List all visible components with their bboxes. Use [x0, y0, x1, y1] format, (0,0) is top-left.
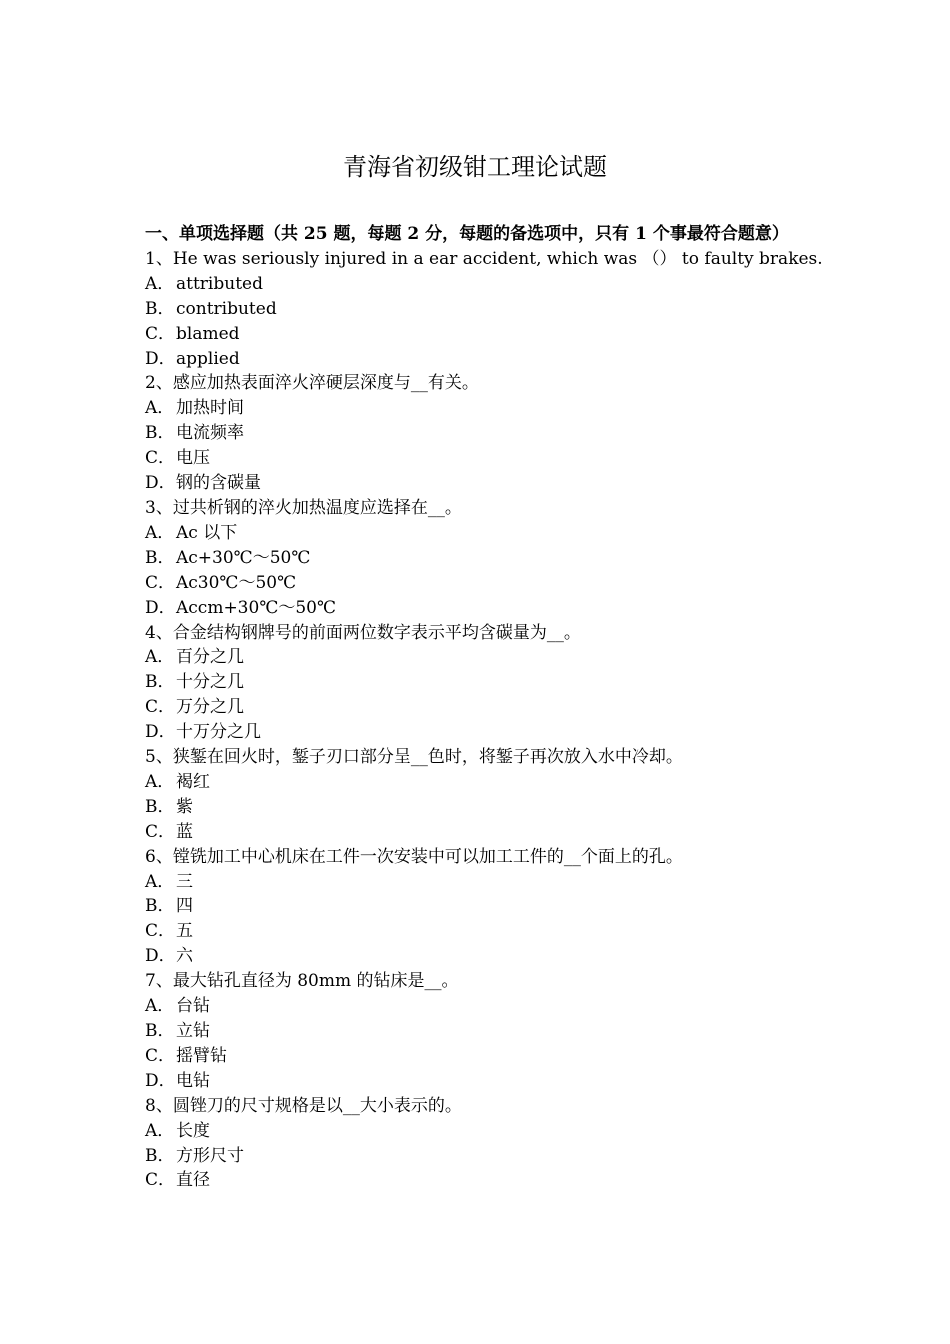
- option-text: 紫: [176, 796, 193, 817]
- answer-option: [145, 1044, 810, 1069]
- option-letter: A．: [145, 522, 175, 543]
- option-text: 直径: [176, 1170, 210, 1191]
- option-letter: A．: [145, 871, 175, 892]
- question-text: 1、He was seriously injured in a ear accident, which was （） to faulty brakes.: [145, 248, 823, 269]
- option-letter: A．: [145, 398, 175, 419]
- option-text: 百分之几: [176, 647, 244, 668]
- option-letter: D．: [145, 597, 176, 618]
- option-text: contributed: [176, 298, 277, 319]
- answer-option: [145, 546, 810, 571]
- option-text: 五: [176, 921, 193, 942]
- option-text: 摇臂钻: [176, 1045, 227, 1066]
- section-heading: 一、单项选择题（共 25 题，每题 2 分，每题的备选项中，只有 1 个事最符合题意）: [145, 224, 789, 244]
- document-body: [145, 222, 823, 1193]
- option-text: Ac+30℃～50℃: [176, 547, 311, 568]
- option-text: 万分之几: [176, 697, 244, 718]
- option-text: 钢的含碳量: [176, 473, 261, 494]
- answer-option: [145, 645, 810, 670]
- answer-option: [145, 894, 810, 919]
- option-text: 十万分之几: [176, 722, 261, 743]
- option-letter: A．: [145, 647, 175, 668]
- option-letter: D．: [145, 473, 176, 494]
- document-title: 青海省初级钳工理论试题: [343, 153, 607, 181]
- answer-option: [145, 396, 810, 421]
- answer-option: [145, 994, 810, 1019]
- answer-option: [145, 1168, 810, 1193]
- question-text: 8、圆锉刀的尺寸规格是以__大小表示的。: [145, 1095, 462, 1116]
- answer-option: [145, 521, 810, 546]
- option-text: 褐红: [176, 771, 210, 792]
- option-text: 六: [176, 946, 193, 967]
- question-text: 2、感应加热表面淬火淬硬层深度与__有关。: [145, 373, 479, 394]
- option-letter: B．: [145, 298, 175, 319]
- option-text: 电压: [176, 448, 210, 469]
- answer-option: [145, 1144, 810, 1169]
- option-letter: C．: [145, 323, 176, 344]
- option-letter: C．: [145, 448, 176, 469]
- option-text: 台钻: [176, 996, 210, 1017]
- option-text: 电流频率: [176, 423, 244, 444]
- option-letter: B．: [145, 672, 175, 693]
- option-text: 十分之几: [176, 672, 244, 693]
- answer-option: [145, 1069, 810, 1094]
- question-text: 4、合金结构钢牌号的前面两位数字表示平均含碳量为__。: [145, 622, 581, 643]
- option-text: 四: [176, 896, 193, 917]
- answer-option: [145, 944, 810, 969]
- option-text: attributed: [176, 273, 263, 294]
- option-letter: C．: [145, 1170, 176, 1191]
- answer-option: [145, 421, 810, 446]
- option-letter: A．: [145, 273, 175, 294]
- answer-option: [145, 770, 810, 795]
- option-letter: C．: [145, 572, 176, 593]
- option-letter: B．: [145, 1145, 175, 1166]
- answer-option: [145, 471, 810, 496]
- option-text: 立钻: [176, 1021, 210, 1041]
- question-text: 7、最大钻孔直径为 80mm 的钻床是__。: [145, 971, 459, 992]
- answer-option: [145, 695, 810, 720]
- option-letter: D．: [145, 1070, 176, 1091]
- option-letter: C．: [145, 921, 176, 942]
- option-text: Accm+30℃～50℃: [176, 597, 336, 618]
- option-letter: A．: [145, 771, 175, 792]
- answer-option: [145, 670, 810, 695]
- answer-option: [145, 795, 810, 820]
- answer-option: [145, 571, 810, 596]
- option-text: applied: [176, 348, 240, 369]
- answer-option: [145, 272, 810, 297]
- option-text: Ac 以下: [176, 522, 238, 543]
- option-letter: C．: [145, 821, 176, 842]
- option-letter: B．: [145, 796, 175, 817]
- answer-option: [145, 919, 810, 944]
- option-letter: A．: [145, 1120, 175, 1141]
- answer-option: [145, 446, 810, 471]
- option-letter: D．: [145, 722, 176, 743]
- answer-option: [145, 297, 810, 322]
- question-list: [145, 247, 823, 1193]
- option-letter: B．: [145, 896, 175, 917]
- option-letter: B．: [145, 547, 175, 568]
- option-letter: C．: [145, 697, 176, 718]
- answer-option: [145, 347, 810, 372]
- option-letter: B．: [145, 423, 175, 444]
- option-text: 蓝: [176, 821, 193, 842]
- option-text: 三: [176, 871, 193, 892]
- answer-option: [145, 870, 810, 895]
- option-text: 方形尺寸: [176, 1145, 244, 1166]
- option-letter: D．: [145, 348, 176, 369]
- option-text: 长度: [176, 1120, 210, 1141]
- question-text: 5、狭錾在回火时，錾子刃口部分呈__色时，将錾子再次放入水中冷却。: [145, 747, 683, 768]
- answer-option: [145, 1119, 810, 1144]
- option-text: 电钻: [176, 1070, 210, 1091]
- answer-option: [145, 322, 810, 347]
- option-letter: D．: [145, 946, 176, 967]
- question-text: 3、过共析钢的淬火加热温度应选择在__。: [145, 497, 462, 518]
- question-text: 6、镗铣加工中心机床在工件一次安装中可以加工工件的__个面上的孔。: [145, 846, 683, 867]
- option-text: Ac30℃～50℃: [176, 572, 297, 593]
- option-text: blamed: [176, 323, 240, 344]
- option-letter: B．: [145, 1021, 175, 1041]
- answer-option: [145, 596, 810, 621]
- answer-option: [145, 720, 810, 745]
- answer-option: [145, 1019, 810, 1044]
- option-letter: A．: [145, 996, 175, 1017]
- option-letter: C．: [145, 1045, 176, 1066]
- answer-option: [145, 820, 810, 845]
- option-text: 加热时间: [176, 398, 244, 419]
